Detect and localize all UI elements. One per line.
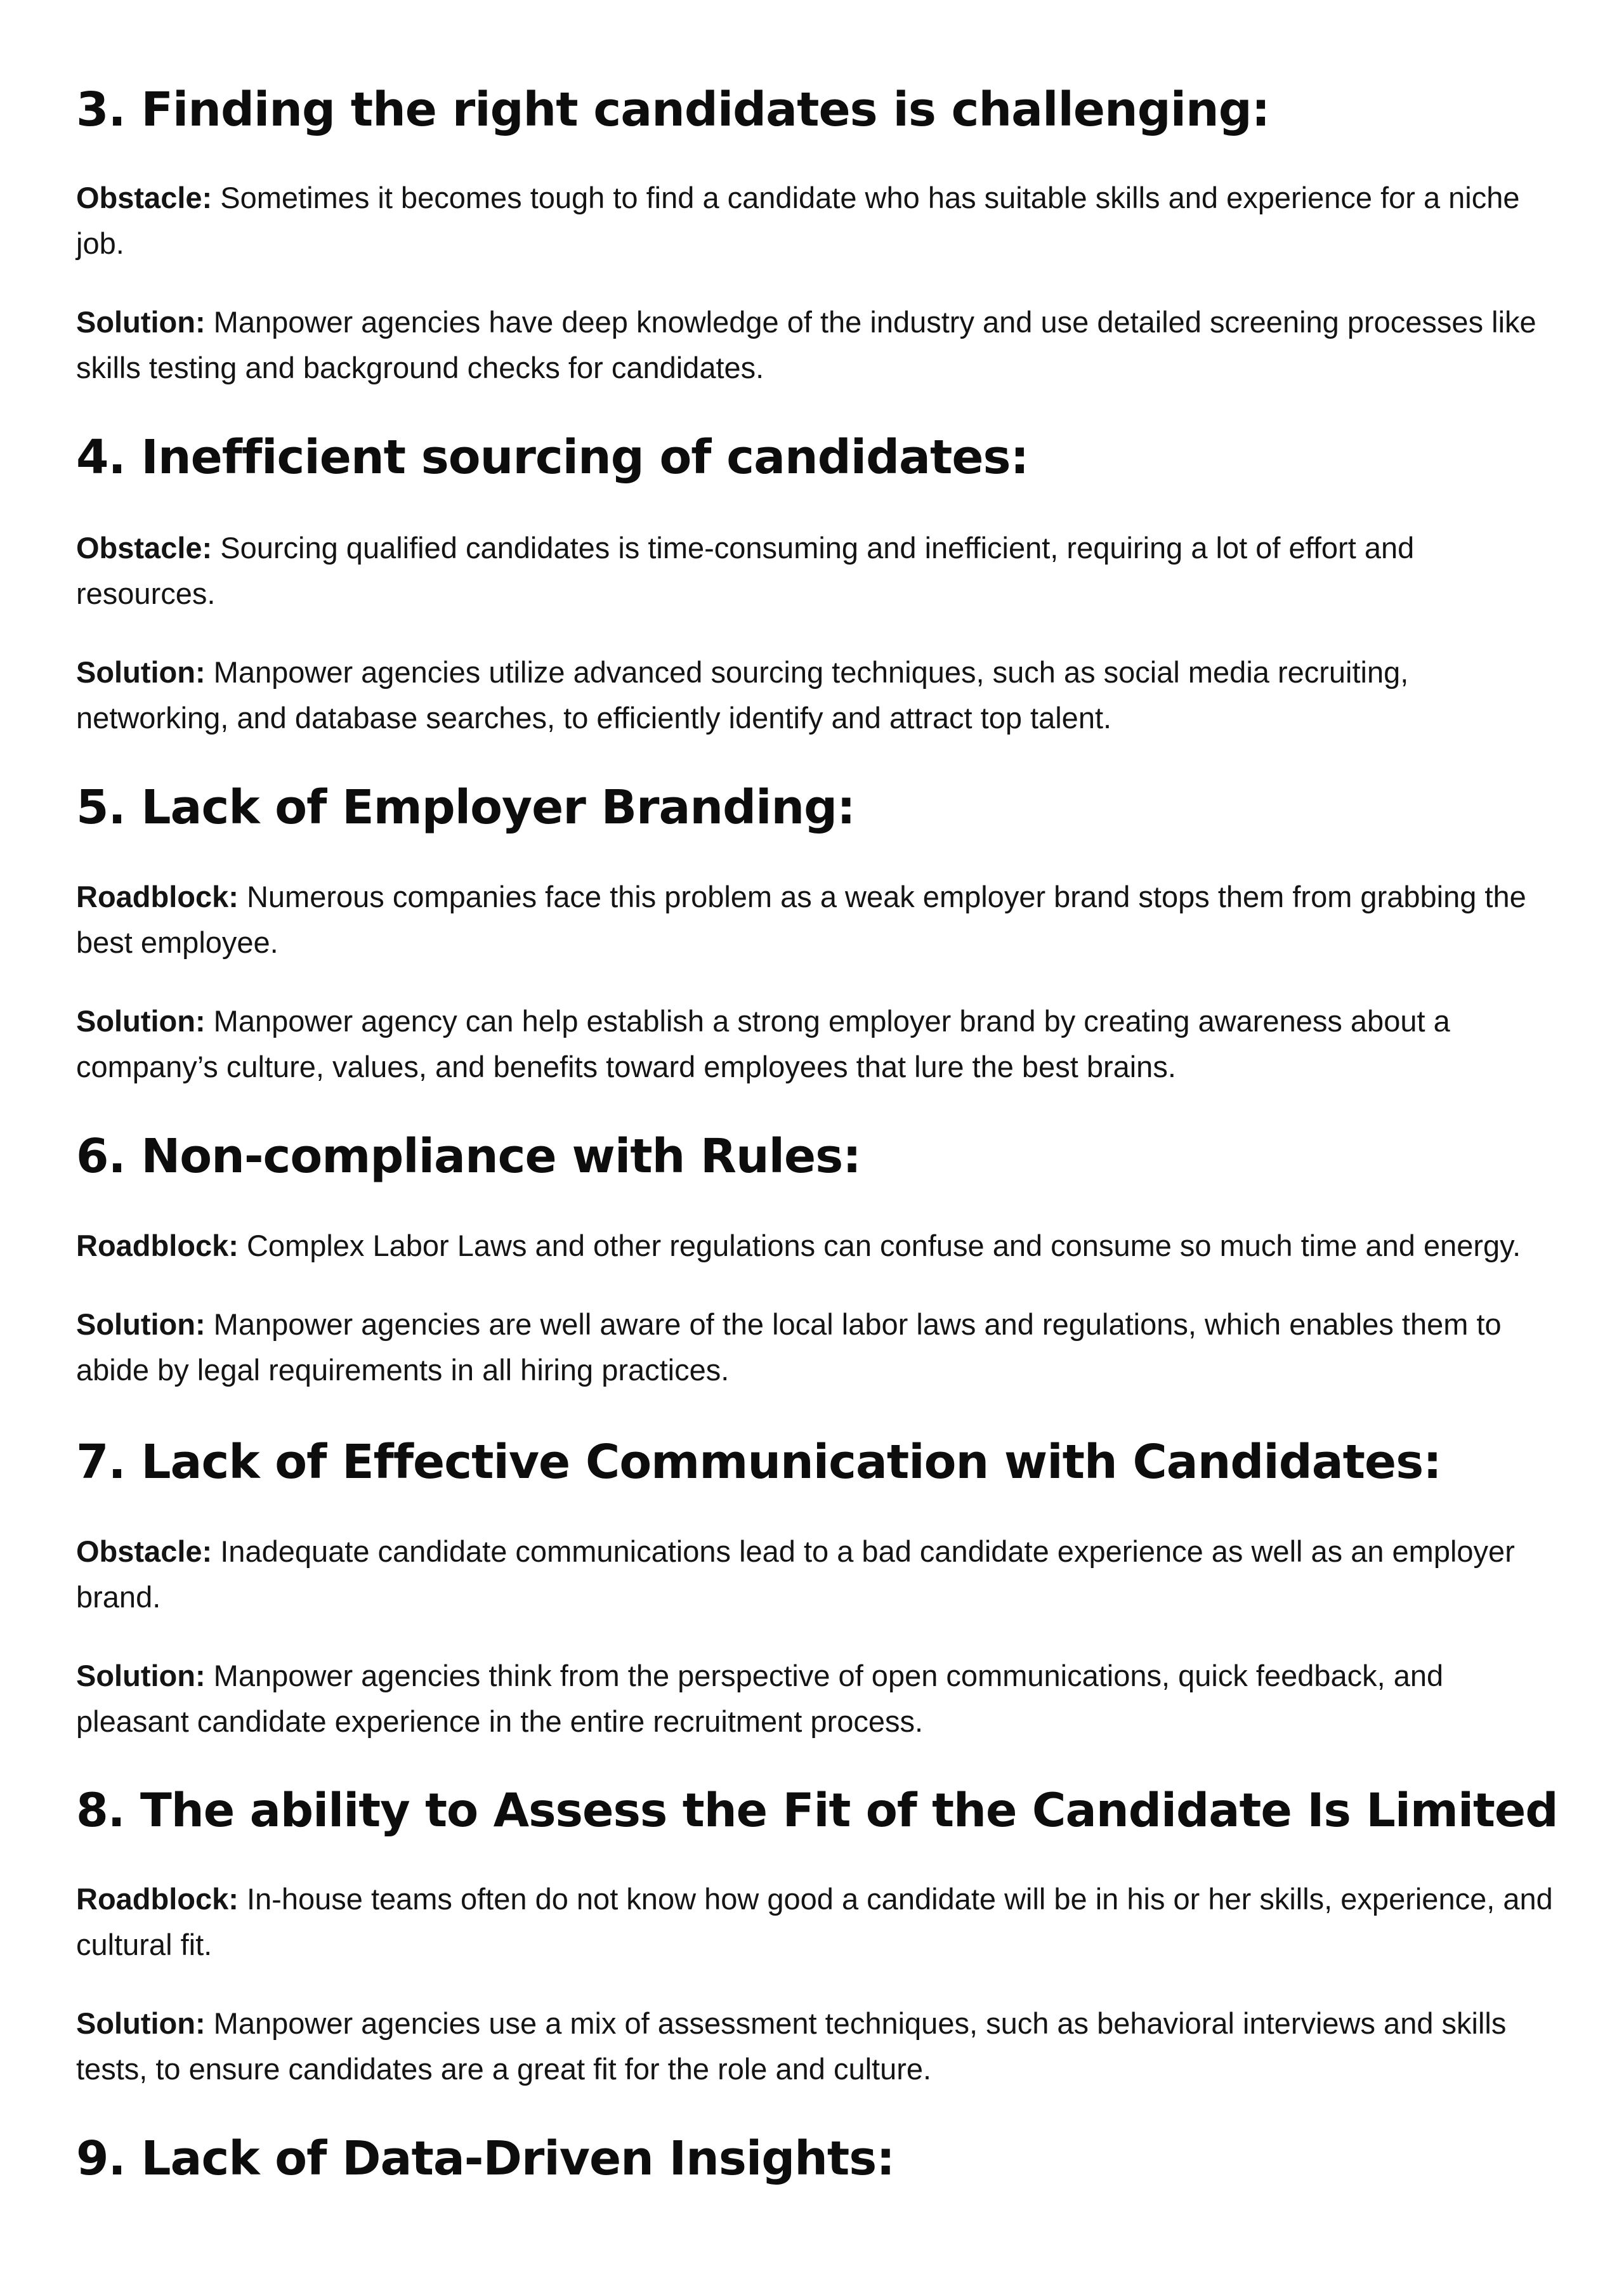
paragraph-text: Manpower agency can help establish a strong employer brand by creating awareness about a company’s culture, values, and benefits toward employees that lure the best brains.: [76, 1004, 1450, 1083]
paragraph-lead: Roadblock:: [76, 880, 239, 913]
section-heading: 5. Lack of Employer Branding:: [76, 780, 855, 835]
section-heading: 3. Finding the right candidates is challenging:: [76, 82, 1270, 137]
paragraph-lead: Solution:: [76, 2006, 206, 2040]
roadblock-paragraph: [76, 1223, 1561, 1269]
obstacle-paragraph: [76, 525, 1561, 617]
solution-paragraph: [76, 650, 1561, 741]
paragraph-text: Manpower agencies are well aware of the local labor laws and regulations, which enables them to abide by legal requirements in all hiring practices.: [76, 1307, 1502, 1387]
obstacle-paragraph: [76, 1529, 1561, 1620]
paragraph-text: Manpower agencies use a mix of assessment techniques, such as behavioral interviews and skills tests, to ensure candidates are a great fit for the role and culture.: [76, 2006, 1507, 2086]
solution-paragraph: [76, 2001, 1561, 2092]
solution-paragraph: [76, 1653, 1561, 1744]
paragraph-lead: Obstacle:: [76, 181, 213, 214]
solution-paragraph: [76, 299, 1561, 391]
paragraph-lead: Obstacle:: [76, 531, 213, 565]
paragraph-text: Sourcing qualified candidates is time-consuming and inefficient, requiring a lot of effort and resources.: [76, 531, 1415, 610]
paragraph-text: Numerous companies face this problem as a weak employer brand stops them from grabbing the best employee.: [76, 880, 1526, 959]
obstacle-paragraph: [76, 175, 1561, 266]
paragraph-lead: Solution:: [76, 655, 206, 689]
section-heading: 7. Lack of Effective Communication with Candidates:: [76, 1435, 1441, 1489]
paragraph-lead: Solution:: [76, 1659, 206, 1692]
paragraph-lead: Solution:: [76, 1307, 206, 1341]
paragraph-text: Manpower agencies have deep knowledge of the industry and use detailed screening processes like skills testing and background checks for candidates.: [76, 305, 1536, 384]
section-heading: 8. The ability to Assess the Fit of the Candidate Is Limited: [76, 1784, 1558, 1838]
solution-paragraph: [76, 998, 1561, 1090]
paragraph-lead: Obstacle:: [76, 1534, 213, 1568]
solution-paragraph: [76, 1302, 1561, 1393]
paragraph-text: Complex Labor Laws and other regulations can confuse and consume so much time and energy.: [238, 1229, 1521, 1262]
paragraph-lead: Solution:: [76, 305, 206, 339]
section-heading: 6. Non-compliance with Rules:: [76, 1129, 861, 1184]
paragraph-text: Inadequate candidate communications lead to a bad candidate experience as well as an employer brand.: [76, 1534, 1515, 1614]
paragraph-text: In-house teams often do not know how good a candidate will be in his or her skills, experience, and cultural fit.: [76, 1882, 1553, 1961]
section-heading: 9. Lack of Data-Driven Insights:: [76, 2131, 894, 2186]
section-heading: 4. Inefficient sourcing of candidates:: [76, 430, 1029, 485]
paragraph-text: Manpower agencies utilize advanced sourcing techniques, such as social media recruiting, networking, and database searches, to efficiently identify and attract top talent.: [76, 655, 1409, 735]
paragraph-text: Manpower agencies think from the perspective of open communications, quick feedback, and pleasant candidate experience in the entire recruitment process.: [76, 1659, 1444, 1738]
roadblock-paragraph: [76, 874, 1561, 965]
paragraph-text: Sometimes it becomes tough to find a candidate who has suitable skills and experience for a niche job.: [76, 181, 1520, 260]
paragraph-lead: Solution:: [76, 1004, 206, 1038]
roadblock-paragraph: [76, 1876, 1561, 1968]
paragraph-lead: Roadblock:: [76, 1229, 239, 1262]
paragraph-lead: Roadblock:: [76, 1882, 239, 1916]
